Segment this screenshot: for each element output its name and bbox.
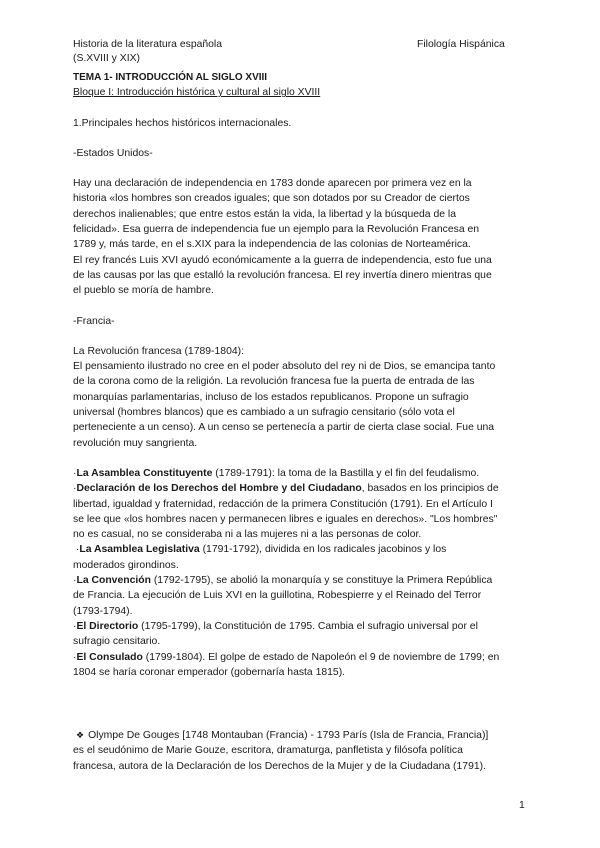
period-line — [73, 619, 533, 634]
usa-paragraph-line: historia «los hombres son creados iguales; que son dotados por su Creador de ciertos — [73, 193, 470, 205]
bullet-dot: · — [73, 467, 77, 479]
period-item — [73, 573, 533, 619]
period-name: El Directorio — [76, 620, 139, 632]
france-paragraph-line: revolución muy sangrienta. — [73, 437, 198, 449]
period-name: El Consulado — [76, 651, 143, 663]
note-line — [73, 743, 533, 758]
note-olympe-de-gouges — [73, 728, 533, 774]
period-description: , basados en los principios de — [361, 483, 499, 495]
france-paragraph-line: universal (hombres blancos) que es cambiado a un sufragio censitario (sólo vota el — [73, 407, 455, 419]
period-line — [73, 573, 533, 588]
page-number: 1 — [519, 800, 525, 811]
section-heading: 1.Principales hechos históricos internacionales. — [73, 117, 292, 129]
note-line — [73, 759, 533, 774]
france-paragraph-line: monarquías parlamentarias, incluso de los estados republicanos. Propone un sufragio — [73, 391, 469, 403]
usa-paragraph-line: derechos inalienables; que entre estos están la vida, la libertad y la búsqueda de la — [73, 208, 456, 220]
period-name: Declaración de los Derechos del Hombre y del Ciudadano — [76, 483, 362, 495]
period-name: La Asamblea Legislativa — [79, 544, 200, 556]
bullet-dot: · — [73, 575, 77, 587]
block-heading: Bloque I: Introducción histórica y cultural al siglo XVIII — [73, 87, 321, 99]
periods-list — [73, 466, 533, 680]
period-name: La Convención — [76, 575, 151, 587]
usa-heading: -Estados Unidos- — [73, 147, 153, 159]
bullet-dot: · — [73, 483, 77, 495]
period-description: libertad, igualdad y fraternidad, redacción de la primera Constitución (1791). En el Artículo I — [73, 498, 493, 510]
period-line — [73, 588, 533, 603]
france-heading: -Francia- — [73, 315, 115, 327]
period-description: se lee que «los hombres nacen y permanecen libres e iguales en derechos». "Los hombres" — [73, 513, 498, 525]
usa-paragraph — [73, 176, 533, 298]
usa-paragraph-line: 1789 y, más tarde, en el s.XIX para la independencia de las colonias de Norteamérica. — [73, 239, 471, 251]
france-paragraph-line: de la corona como de la religión. La revolución francesa fue la puerta de entrada de las — [73, 376, 475, 388]
usa-paragraph-line: El rey francés Luis XVI ayudó económicamente a la guerra de independencia, esto fue una — [73, 254, 492, 266]
period-description: (1789-1791): la toma de la Bastilla y el fin del feudalismo. — [212, 467, 480, 479]
period-item — [73, 650, 533, 681]
header-course-line1: Historia de la literatura española — [73, 39, 223, 50]
period-line — [73, 512, 533, 527]
period-description: sufragio censitario. — [73, 636, 161, 648]
period-line — [73, 466, 533, 481]
usa-paragraph-line: felicidad». Esa guerra de independencia fue un ejemplo para la Revolución Francesa en — [73, 224, 480, 236]
period-line — [73, 542, 533, 557]
period-line — [73, 604, 533, 619]
france-paragraph-line: El pensamiento ilustrado no cree en el poder absoluto del rey ni de Dios, se emancipa tanto — [73, 361, 496, 373]
period-item — [73, 481, 533, 542]
period-line — [73, 481, 533, 496]
period-description: (1795-1799), la Constitución de 1795. Cambia el sufragio universal por el — [138, 620, 478, 632]
period-name: La Asamblea Constituyente — [76, 467, 213, 479]
note-text: francesa, autora de la Declaración de los Derechos de la Mujer y de la Ciudadana (1791). — [73, 760, 486, 772]
france-paragraph-line: La Revolución francesa (1789-1804): — [73, 345, 244, 357]
header-department: Filología Hispánica — [417, 39, 505, 50]
period-line — [73, 527, 533, 542]
period-description: no es casual, no se consideraba ni a las mujeres ni a las personas de color. — [73, 529, 422, 541]
france-paragraph-line: perteneciente a un censo). A un censo se pertenecía a partir de cierta clase social. Fue una — [73, 422, 495, 434]
period-description: (1791-1792), dividida en los radicales jacobinos y los — [199, 544, 447, 556]
period-line — [73, 650, 533, 665]
period-line — [73, 497, 533, 512]
period-description: (1792-1795), se abolió la monarquía y se constituye la Primera República — [150, 575, 493, 587]
header-course-line2: (S.XVIII y XIX) — [73, 53, 140, 64]
page-title: TEMA 1- INTRODUCCIÓN AL SIGLO XVIII — [73, 72, 268, 83]
usa-paragraph-line: de las causas por las que estalló la revolución francesa. El rey invertía dinero mientras que — [73, 269, 492, 281]
document-body — [73, 70, 533, 774]
period-description: (1793-1794). — [73, 605, 133, 617]
period-item — [73, 542, 533, 573]
note-text: Olympe De Gouges [1748 Montauban (Francia) - 1793 París (Isla de Francia, Francia)] — [88, 730, 489, 742]
period-description: moderados girondinos. — [73, 559, 179, 571]
diamond-bullet-icon: ❖ — [76, 730, 85, 741]
header-course — [73, 38, 222, 66]
bullet-dot: · — [73, 651, 77, 663]
period-line — [73, 558, 533, 573]
period-line — [73, 634, 533, 649]
period-description: de Francia. La ejecución de Luis XVI en la guillotina, Robespierre y el Reinado del Terror — [73, 590, 482, 602]
france-paragraph — [73, 344, 533, 451]
period-item — [73, 466, 533, 481]
note-text: es el seudónimo de Marie Gouze, escritora, dramaturga, panfletista y filósofa política — [73, 745, 463, 757]
bullet-dot: · — [73, 620, 77, 632]
note-line — [73, 728, 533, 743]
period-item — [73, 619, 533, 650]
period-description: (1799-1804). El golpe de estado de Napoleón el 9 de noviembre de 1799; en — [142, 651, 500, 663]
period-description: 1804 se haría coronar emperador (gobernaría hasta 1815). — [73, 666, 346, 678]
bullet-dot: · — [73, 544, 80, 556]
usa-paragraph-line: el pueblo se moría de hambre. — [73, 285, 214, 297]
period-line — [73, 665, 533, 680]
usa-paragraph-line: Hay una declaración de independencia en 1783 donde aparecen por primera vez en la — [73, 178, 472, 190]
